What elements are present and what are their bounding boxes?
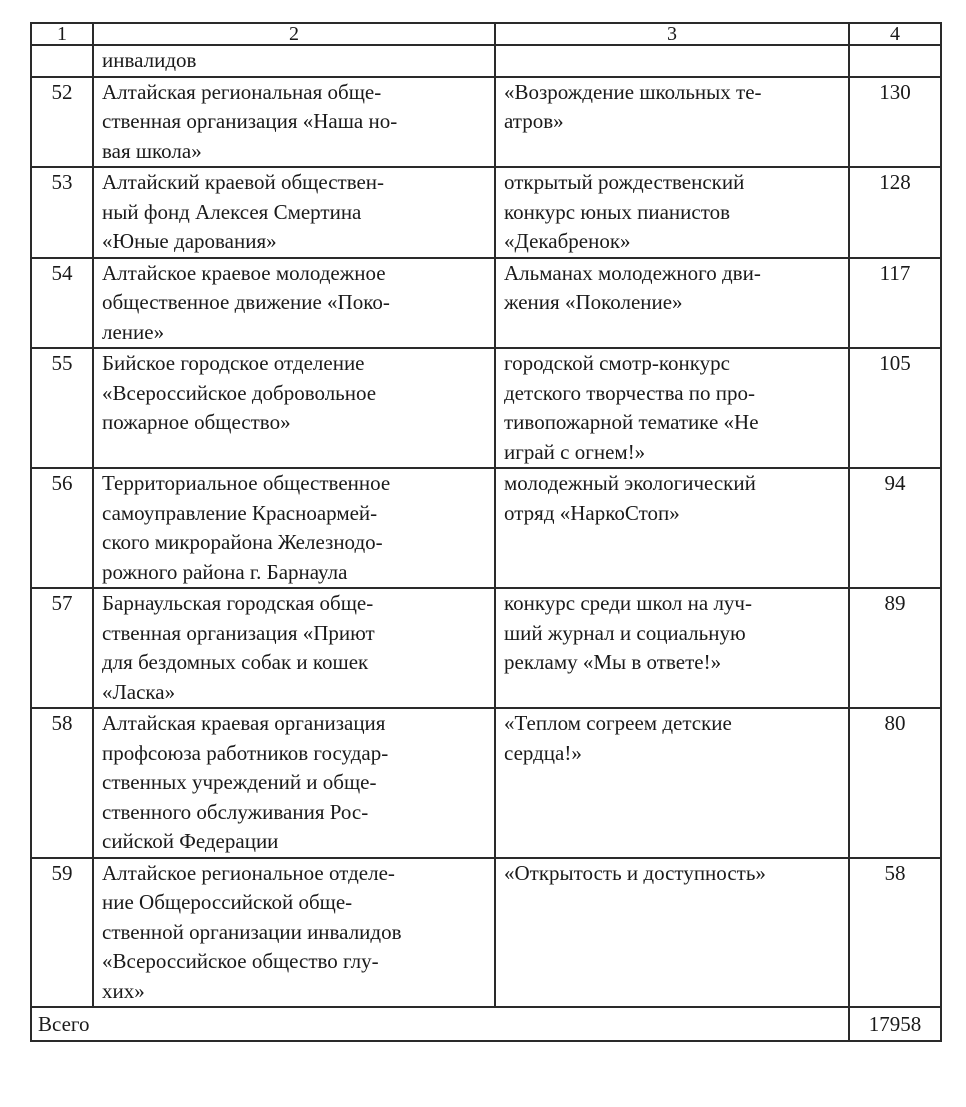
continuation-row bbox=[31, 45, 941, 77]
organization-line: самоуправление Красноармей- bbox=[102, 500, 378, 525]
organization-line: Алтайское региональное отделе- bbox=[102, 860, 395, 885]
organization-line: Алтайское краевое молодежное bbox=[102, 260, 386, 285]
document-page bbox=[30, 22, 940, 1042]
organization-line: для бездомных собак и кошек bbox=[102, 650, 369, 674]
column-number-row bbox=[31, 23, 941, 45]
row-number-cell: 59 bbox=[31, 858, 93, 1008]
row-number-cell: 52 bbox=[31, 77, 93, 168]
project-line: городской смотр-конкурс bbox=[504, 351, 730, 375]
organization-line: Алтайский краевой обществен- bbox=[102, 170, 385, 194]
organization-line: ственной организации инвалидов bbox=[102, 919, 402, 944]
organization-line: «Всероссийское добровольное bbox=[102, 380, 377, 405]
column-number-3: 3 bbox=[495, 23, 849, 45]
project-line: открытый рождественский bbox=[504, 170, 745, 194]
project-cell bbox=[495, 167, 849, 258]
project-line: «Открытость и доступность» bbox=[504, 860, 766, 885]
row-number-cell: 57 bbox=[31, 588, 93, 708]
project-cell bbox=[495, 468, 849, 588]
organization-line: «Ласка» bbox=[102, 679, 176, 704]
amount-cell: 105 bbox=[849, 348, 941, 468]
total-row bbox=[31, 1007, 941, 1041]
organization-cell bbox=[93, 348, 495, 468]
row-number-cell: 53 bbox=[31, 167, 93, 258]
total-value: 17958 bbox=[849, 1007, 941, 1041]
organization-cell bbox=[93, 77, 495, 168]
organization-line: ление» bbox=[102, 319, 165, 344]
table-row bbox=[31, 258, 941, 349]
organization-line: хих» bbox=[102, 978, 145, 1003]
row-number-cell bbox=[31, 45, 93, 77]
project-line: «Теплом согреем детские bbox=[504, 711, 732, 735]
organization-line: Алтайская краевая организация bbox=[102, 711, 386, 735]
project-line: играй с огнем!» bbox=[504, 439, 646, 464]
table-row bbox=[31, 167, 941, 258]
row-number-cell: 54 bbox=[31, 258, 93, 349]
project-line: ший журнал и социальную bbox=[504, 620, 746, 645]
project-line: детского творчества по про- bbox=[504, 380, 755, 405]
organization-line: Бийское городское отделение bbox=[102, 351, 365, 375]
organization-cell bbox=[93, 258, 495, 349]
organization-cell bbox=[93, 588, 495, 708]
organization-line: «Всероссийское общество глу- bbox=[102, 949, 379, 973]
organization-line: ского микрорайона Железнодо- bbox=[102, 530, 383, 554]
organization-line: «Юные дарования» bbox=[102, 229, 277, 253]
organization-line: ственная организация «Наша но- bbox=[102, 109, 398, 133]
row-number-cell: 58 bbox=[31, 708, 93, 858]
column-number-4: 4 bbox=[849, 23, 941, 45]
organization-line: ственного обслуживания Рос- bbox=[102, 799, 369, 824]
project-cell bbox=[495, 588, 849, 708]
organization-line: ственных учреждений и обще- bbox=[102, 770, 377, 794]
organization-line: ние Общероссийской обще- bbox=[102, 890, 353, 914]
organization-line: Территориальное общественное bbox=[102, 471, 391, 495]
amount-cell: 80 bbox=[849, 708, 941, 858]
amount-cell: 89 bbox=[849, 588, 941, 708]
amount-cell bbox=[849, 45, 941, 77]
project-cell bbox=[495, 708, 849, 858]
project-line: конкурс юных пианистов bbox=[504, 199, 731, 224]
organization-line: Алтайская региональная обще- bbox=[102, 79, 382, 104]
organization-line: рожного района г. Барнаула bbox=[102, 559, 348, 584]
project-line: Альманах молодежного дви- bbox=[504, 260, 761, 285]
organization-line: профсоюза работников государ- bbox=[102, 740, 389, 765]
column-number-1: 1 bbox=[31, 23, 93, 45]
grants-table bbox=[30, 22, 942, 1042]
project-line: конкурс среди школ на луч- bbox=[504, 591, 752, 615]
project-line: «Возрождение школьных те- bbox=[504, 79, 762, 104]
amount-cell: 128 bbox=[849, 167, 941, 258]
organization-cell bbox=[93, 45, 495, 77]
project-cell bbox=[495, 77, 849, 168]
row-number-cell: 55 bbox=[31, 348, 93, 468]
total-label: Всего bbox=[31, 1007, 849, 1041]
organization-line: общественное движение «Поко- bbox=[102, 290, 390, 314]
project-cell bbox=[495, 348, 849, 468]
organization-line: инвалидов bbox=[102, 48, 197, 72]
organization-cell bbox=[93, 858, 495, 1008]
project-cell bbox=[495, 45, 849, 77]
organization-line: Барнаульская городская обще- bbox=[102, 591, 374, 615]
organization-line: ный фонд Алексея Смертина bbox=[102, 199, 362, 224]
row-number-cell: 56 bbox=[31, 468, 93, 588]
table-row bbox=[31, 77, 941, 168]
project-line: отряд «НаркоСтоп» bbox=[504, 500, 680, 525]
organization-line: ственная организация «Приют bbox=[102, 620, 375, 645]
organization-line: сийской Федерации bbox=[102, 829, 279, 853]
organization-cell bbox=[93, 468, 495, 588]
organization-line: пожарное общество» bbox=[102, 410, 291, 434]
organization-line: вая школа» bbox=[102, 138, 202, 163]
project-line: жения «Поколение» bbox=[504, 290, 683, 314]
project-line: тивопожарной тематике «Не bbox=[504, 410, 759, 434]
project-line: сердца!» bbox=[504, 740, 582, 765]
project-cell bbox=[495, 858, 849, 1008]
project-line: рекламу «Мы в ответе!» bbox=[504, 650, 722, 674]
table-row bbox=[31, 348, 941, 468]
amount-cell: 130 bbox=[849, 77, 941, 168]
project-line: атров» bbox=[504, 109, 564, 133]
table-row bbox=[31, 588, 941, 708]
amount-cell: 58 bbox=[849, 858, 941, 1008]
table-row bbox=[31, 708, 941, 858]
project-cell bbox=[495, 258, 849, 349]
column-number-2: 2 bbox=[93, 23, 495, 45]
table-row bbox=[31, 468, 941, 588]
organization-cell bbox=[93, 708, 495, 858]
organization-cell bbox=[93, 167, 495, 258]
project-line: молодежный экологический bbox=[504, 471, 756, 495]
amount-cell: 94 bbox=[849, 468, 941, 588]
project-line: «Декабренок» bbox=[504, 229, 631, 253]
amount-cell: 117 bbox=[849, 258, 941, 349]
table-row bbox=[31, 858, 941, 1008]
